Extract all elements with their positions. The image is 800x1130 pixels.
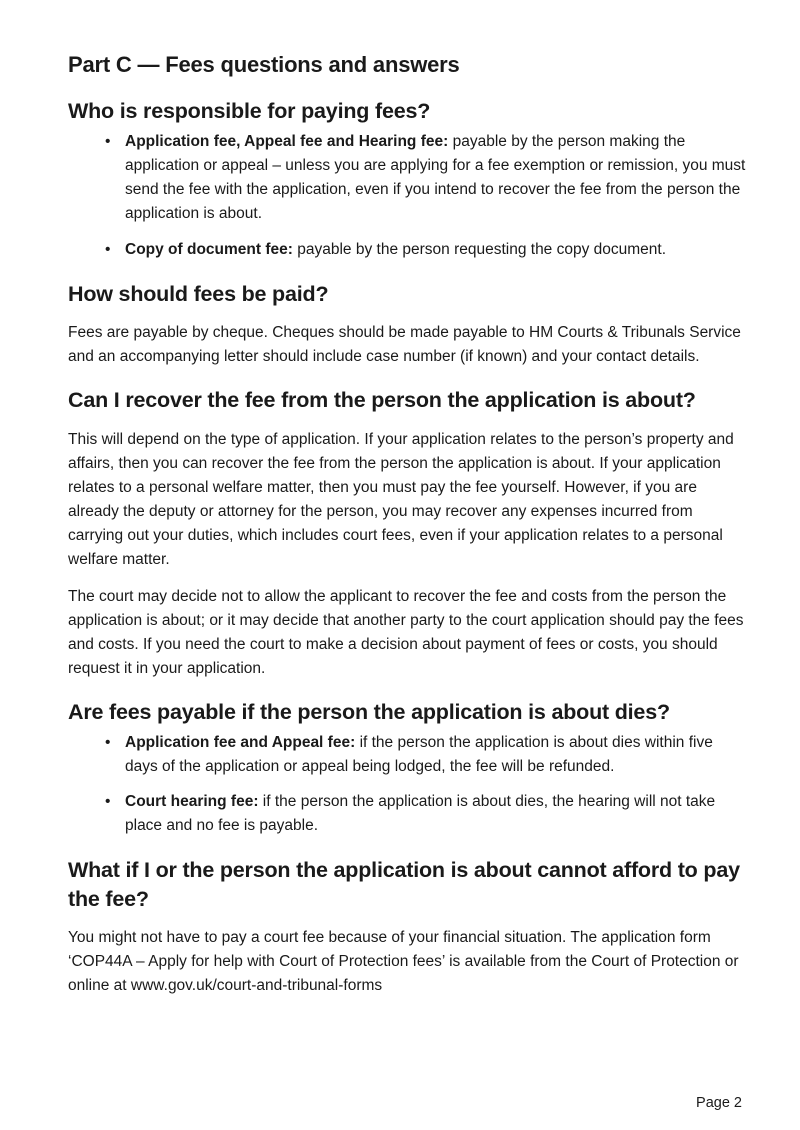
section-heading-responsibility: Who is responsible for paying fees?	[68, 99, 431, 123]
bullet-text: if the person the application is about dies within five days of the application or appeal being lodged, the fee will be refunded.	[125, 734, 713, 775]
document-page	[68, 50, 748, 998]
section-heading-cannot-afford: What if I or the person the application is about cannot afford to pay the fee?	[68, 858, 740, 911]
bullet-text: if the person the application is about dies, the hearing will not take place and no fee is payable.	[125, 793, 716, 834]
paragraph-cannot-afford: You might not have to pay a court fee because of your financial situation. The application form ‘COP44A – Apply for help with Court of Protection fees’ is available from the Court of Protection or online at www.gov.uk/court-and-tribunal-forms	[68, 929, 739, 994]
bullet-text: payable by the person requesting the copy document.	[297, 241, 667, 258]
bullet-text: payable by the person making the application or appeal – unless you are applying for a fee exemption or remission, you must send the fee with the application, even if you intend to recover the fee from the person the application is about.	[125, 133, 746, 222]
list-item	[68, 238, 748, 262]
bullet-term: Application fee, Appeal fee and Hearing fee:	[125, 133, 449, 150]
bullet-term: Application fee and Appeal fee:	[125, 734, 356, 751]
page-number: Page 2	[696, 1095, 742, 1111]
paragraph-recover-fee-2: The court may decide not to allow the applicant to recover the fee and costs from the person the application is about; or it may decide that another party to the court application should pay the fees and costs. If you need the court to make a decision about payment of fees or costs, you should request it in your application.	[68, 588, 744, 677]
bullet-term: Court hearing fee:	[125, 793, 259, 810]
paragraph-recover-fee-1: This will depend on the type of application. If your application relates to the person’s property and affairs, then you can recover the fee from the person the application is about. If your application relates to a personal welfare matter, then you must pay the fee yourself. However, if you are already the deputy or attorney for the person, you may recover any expenses incurred from carrying out your duties, which includes court fees, even if your application relates to a personal welfare matter.	[68, 431, 734, 568]
section-heading-payment: How should fees be paid?	[68, 282, 329, 306]
page-title: Part C — Fees questions and answers	[68, 52, 460, 77]
list-item	[68, 130, 748, 226]
list-item	[68, 731, 748, 779]
section-heading-person-dies: Are fees payable if the person the application is about dies?	[68, 700, 670, 724]
list-item	[68, 790, 748, 838]
responsibility-list	[68, 130, 748, 262]
paragraph-payment: Fees are payable by cheque. Cheques should be made payable to HM Courts & Tribunals Service and an accompanying letter should include case number (if known) and your contact details.	[68, 324, 741, 365]
person-dies-list	[68, 731, 748, 838]
bullet-term: Copy of document fee:	[125, 241, 293, 258]
section-heading-recover-fee: Can I recover the fee from the person the application is about?	[68, 388, 696, 412]
